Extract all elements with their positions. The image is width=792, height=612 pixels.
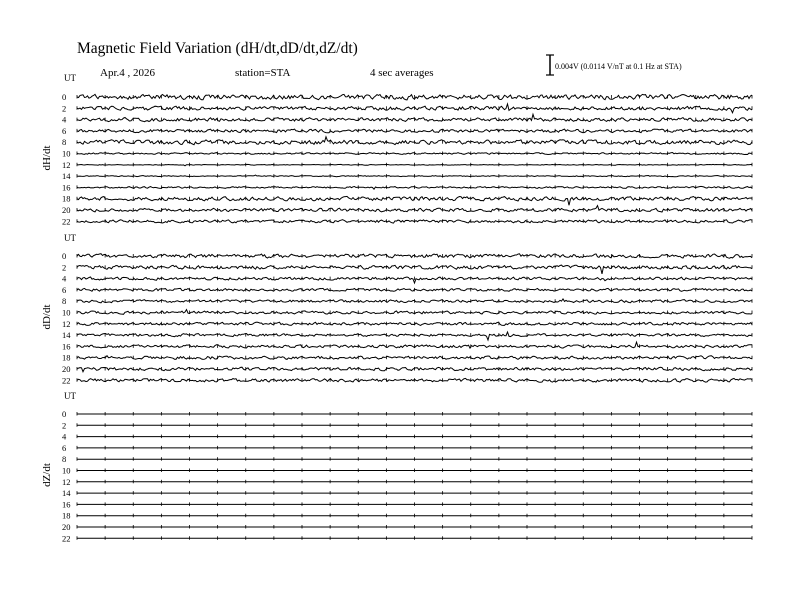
row-label-14: 14 bbox=[62, 171, 71, 182]
row-label-0: 0 bbox=[62, 251, 67, 261]
row-label-2: 2 bbox=[62, 420, 67, 431]
scale-bar-icon bbox=[546, 55, 554, 75]
averages-label: 4 sec averages bbox=[370, 67, 434, 79]
panel-dH-dt bbox=[41, 73, 752, 226]
row-label-18: 18 bbox=[62, 510, 71, 521]
row-label-20: 20 bbox=[62, 205, 71, 215]
row-label-4: 4 bbox=[62, 273, 67, 284]
chart-title: Magnetic Field Variation (dH/dt,dD/dt,dZ/dt) bbox=[77, 40, 358, 57]
y-axis-label: dD/dt bbox=[41, 304, 53, 330]
scale-note: 0.004V (0.0114 V/nT at 0.1 Hz at STA) bbox=[555, 62, 682, 71]
row-label-18: 18 bbox=[62, 193, 71, 204]
panel-dZ-dt bbox=[41, 391, 752, 543]
row-label-22: 22 bbox=[62, 375, 71, 386]
row-label-4: 4 bbox=[62, 114, 67, 125]
row-label-6: 6 bbox=[62, 125, 67, 136]
row-label-16: 16 bbox=[62, 182, 71, 193]
row-label-18: 18 bbox=[62, 352, 71, 363]
row-label-10: 10 bbox=[62, 148, 71, 159]
row-label-4: 4 bbox=[62, 431, 67, 442]
row-label-22: 22 bbox=[62, 216, 71, 227]
panels bbox=[41, 73, 752, 543]
row-label-0: 0 bbox=[62, 409, 67, 419]
station-label: station=STA bbox=[235, 67, 291, 79]
row-label-14: 14 bbox=[62, 330, 71, 341]
ut-label: UT bbox=[64, 73, 76, 83]
row-label-2: 2 bbox=[62, 262, 67, 273]
row-label-0: 0 bbox=[62, 92, 67, 102]
y-axis-label: dH/dt bbox=[41, 145, 53, 171]
row-label-2: 2 bbox=[62, 103, 67, 114]
y-axis-label: dZ/dt bbox=[41, 463, 53, 487]
row-label-12: 12 bbox=[62, 476, 71, 487]
row-label-14: 14 bbox=[62, 488, 71, 499]
row-label-8: 8 bbox=[62, 137, 67, 148]
row-label-8: 8 bbox=[62, 454, 67, 465]
row-label-20: 20 bbox=[62, 364, 71, 374]
ut-label: UT bbox=[64, 233, 76, 243]
row-label-6: 6 bbox=[62, 442, 67, 453]
panel-dD-dt bbox=[41, 233, 752, 385]
row-label-6: 6 bbox=[62, 284, 67, 295]
row-label-12: 12 bbox=[62, 159, 71, 170]
row-label-12: 12 bbox=[62, 318, 71, 329]
row-label-8: 8 bbox=[62, 296, 67, 307]
row-label-10: 10 bbox=[62, 465, 71, 476]
row-label-22: 22 bbox=[62, 533, 71, 544]
row-label-20: 20 bbox=[62, 522, 71, 532]
date-label: Apr.4 , 2026 bbox=[100, 67, 155, 79]
row-label-10: 10 bbox=[62, 307, 71, 318]
row-label-16: 16 bbox=[62, 341, 71, 352]
row-label-16: 16 bbox=[62, 499, 71, 510]
header bbox=[77, 40, 682, 79]
ut-label: UT bbox=[64, 391, 76, 401]
